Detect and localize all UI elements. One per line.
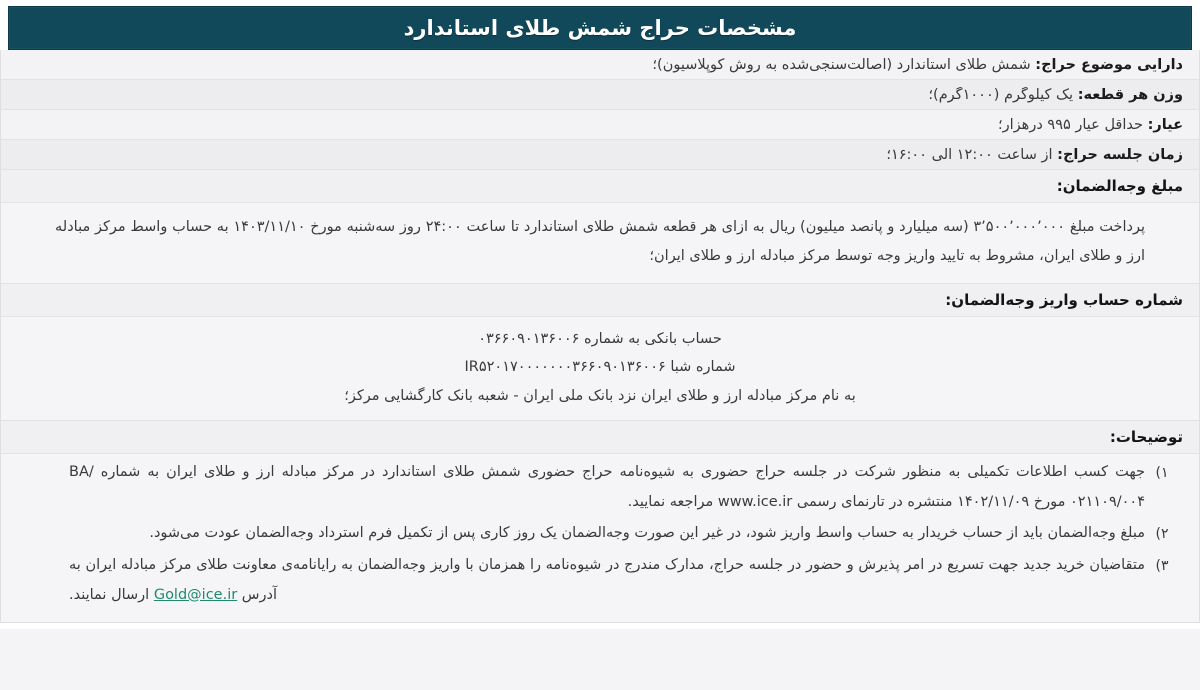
purity-row-text <box>17 117 1183 133</box>
guarantee-amount-heading: مبلغ وجه‌الضمان: <box>1 170 1199 203</box>
note-text <box>21 551 1145 610</box>
table-row-session-time <box>1 140 1199 170</box>
weight-value: یک کیلوگرم (۱۰۰۰گرم)؛ <box>928 86 1074 103</box>
list-item <box>21 519 1179 549</box>
table-row-asset <box>1 50 1199 80</box>
session-time-value: از ساعت ۱۲:۰۰ الی ۱۶:۰۰؛ <box>886 146 1053 163</box>
document-bottom-edge <box>0 623 1200 629</box>
note-number: ۱) <box>1155 464 1169 481</box>
note-text: مبلغ وجه‌الضمان باید از حساب خریدار به حساب واسط واریز شود، در غیر این صورت وجه‌الضمان یک روز کاری پس از تکمیل فرم استرداد وجه‌الضمان عودت می‌شود. <box>149 525 1145 542</box>
asset-row-text <box>17 57 1183 73</box>
notes-heading: توضیحات: <box>1 421 1199 454</box>
specification-table <box>0 50 1200 623</box>
table-row-weight <box>1 80 1199 110</box>
deposit-account-heading: شماره حساب واریز وجه‌الضمان: <box>1 284 1199 317</box>
note-text-before-email: متقاضیان خرید جدید جهت تسریع در امر پذیرش و حضور در جلسه حراج، مدارک مندرج در شیوه‌نامه را همزمان با واریز وجه‌الضمان به رایانامه‌ی معاونت طلای مرکز مبادله ایران به آدرس <box>69 556 1145 603</box>
list-item <box>21 551 1179 610</box>
note-number: ۳) <box>1155 557 1169 574</box>
session-time-row-text <box>17 147 1183 163</box>
guarantee-amount-block <box>1 203 1199 284</box>
table-row-purity <box>1 110 1199 140</box>
guarantee-amount-paragraph: پرداخت مبلغ ۳٬۵۰۰٬۰۰۰٬۰۰۰ (سه میلیارد و پانصد میلیون) ریال به ازای هر قطعه شمش طلای استاندارد تا ساعت ۲۴:۰۰ روز سه‌شنبه مورخ ۱۴۰۳/۱۱/۱۰ به حساب واسط مرکز مبادله ارز و طلای ایران، مشروط به تایید واریز وجه توسط مرکز مبادله ارز و طلای ایران؛ <box>55 219 1145 264</box>
document-header <box>0 0 1200 50</box>
asset-label: دارایی موضوع حراج: <box>1035 56 1183 73</box>
purity-label: عیار: <box>1147 116 1183 133</box>
bank-account-number-line: حساب بانکی به شماره ۰۳۶۶۰۹۰۱۳۶۰۰۶ <box>478 331 722 347</box>
email-link[interactable]: Gold@ice.ir <box>153 586 238 603</box>
page-title: مشخصات حراج شمش طلای استاندارد <box>403 16 797 40</box>
note-text-after-email: ارسال نمایند. <box>69 586 154 603</box>
weight-row-text <box>17 87 1183 103</box>
list-item <box>21 458 1179 517</box>
asset-value: شمش طلای استاندارد (اصالت‌سنجی‌شده به روش کوپلاسیون)؛ <box>652 56 1031 73</box>
note-text: جهت کسب اطلاعات تکمیلی به منظور شرکت در جلسه حراج حضوری به شیوه‌نامه حراج حضوری شمش طلای استاندارد در مرکز مبادله ارز و طلای ایران به شماره BA/۰۲۱۱۰۹/۰۰۴ مورخ ۱۴۰۲/۱۱/۰۹ منتشره در تارنمای رسمی www.ice.ir مراجعه نمایید. <box>69 463 1145 510</box>
note-number: ۲) <box>1155 526 1169 543</box>
account-holder-line: به نام مرکز مبادله ارز و طلای ایران نزد بانک ملی ایران - شعبه بانک کارگشایی مرکز؛ <box>344 387 856 404</box>
purity-value: حداقل عیار ۹۹۵ درهزار؛ <box>998 116 1143 133</box>
notes-list <box>1 454 1199 623</box>
iban-line: شماره شبا IR۵۲۰۱۷۰۰۰۰۰۰۰۳۶۶۰۹۰۱۳۶۰۰۶ <box>464 359 736 376</box>
weight-label: وزن هر قطعه: <box>1077 86 1183 103</box>
header-bar <box>8 6 1192 50</box>
session-time-label: زمان جلسه حراج: <box>1057 146 1183 163</box>
deposit-account-block <box>1 317 1199 421</box>
